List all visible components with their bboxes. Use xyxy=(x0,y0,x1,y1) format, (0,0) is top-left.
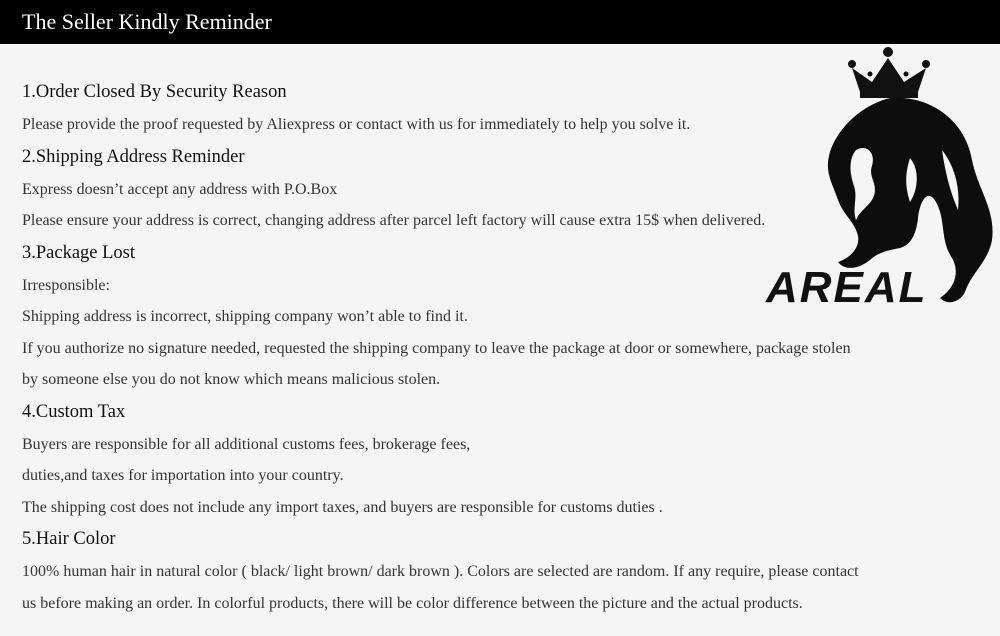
section-line: by someone else you do not know which means malicious stolen. xyxy=(22,371,441,388)
section-line: Please ensure your address is correct, changing address after parcel left factory will cause extra 15$ when delivered. xyxy=(22,212,766,229)
section-line: Shipping address is incorrect, shipping company won’t able to find it. xyxy=(22,308,468,325)
crown-icon xyxy=(848,47,930,98)
section-hair-color xyxy=(22,523,982,619)
section-line: Irresponsible: xyxy=(22,276,110,294)
section-line: If you authorize no signature needed, requested the shipping company to leave the package at door or somewhere, package stolen xyxy=(22,339,851,357)
section-line: Buyers are responsible for all additional customs fees, brokerage fees, xyxy=(22,435,471,453)
areal-logo xyxy=(760,40,1000,315)
page-title: The Seller Kindly Reminder xyxy=(22,9,272,34)
section-line: 100% human hair in natural color ( black/ light brown/ dark brown ). Colors are selected are random. If any require, please contact xyxy=(22,563,859,580)
section-title: 4.Custom Tax xyxy=(22,401,126,422)
section-custom-tax xyxy=(22,396,982,524)
section-line: Express doesn’t accept any address with P.O.Box xyxy=(22,180,338,198)
logo-text: AREAL xyxy=(766,263,928,312)
section-title: 5.Hair Color xyxy=(22,529,116,549)
section-line: Please provide the proof requested by Aliexpress or contact with us for immediately to help you solve it. xyxy=(22,116,691,133)
section-title: 3.Package Lost xyxy=(22,242,136,263)
section-line: duties,and taxes for importation into your country. xyxy=(22,467,344,484)
header-bar xyxy=(0,0,1000,44)
section-title: 2.Shipping Address Reminder xyxy=(22,146,245,167)
section-title: 1.Order Closed By Security Reason xyxy=(22,82,287,102)
section-line: us before making an order. In colorful products, there will be color difference between the picture and the actual products. xyxy=(22,594,803,612)
section-line: The shipping cost does not include any import taxes, and buyers are responsible for customs duties . xyxy=(22,498,663,516)
